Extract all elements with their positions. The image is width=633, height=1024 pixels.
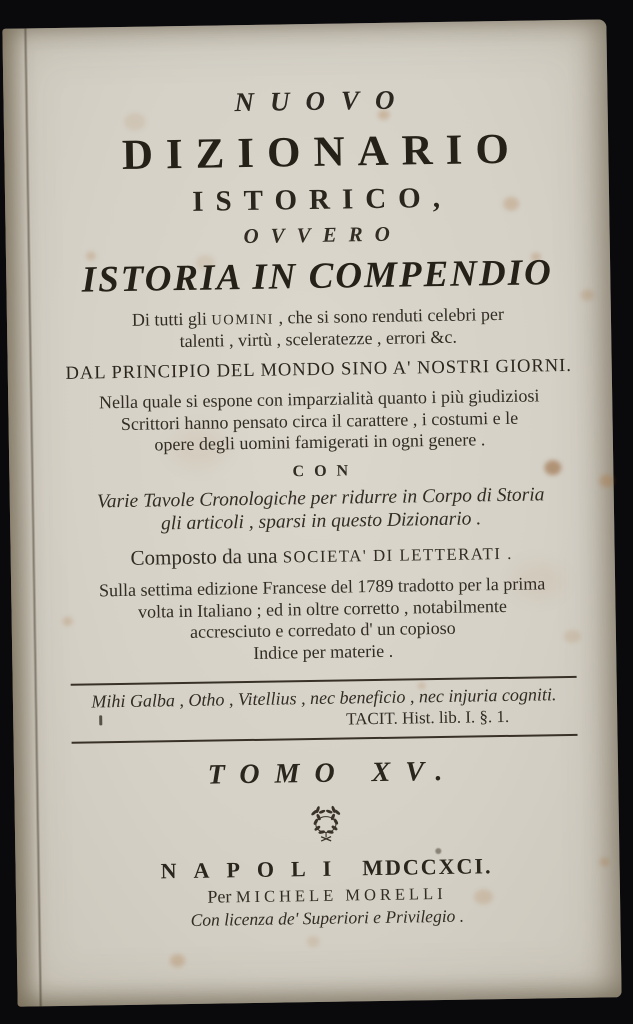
title-line-nuovo: NUOVO [234,84,411,118]
title-page-text-column [36,20,604,933]
epigraph-attribution: TACIT. Hist. lib. I. §. 1. [345,706,510,729]
con-heading: CON [292,461,359,480]
subtitle-smallcaps-uomini: UOMINI [211,311,275,329]
foxing-stain [599,474,613,487]
subtitle-scope-lines [41,303,596,356]
epigraph-quote: Mihi Galba , Otho , Vitellius , nec beneficio , nec injuria cogniti. [91,683,557,712]
imprint-year: MDCCXCI. [362,852,493,880]
foxing-stain [170,954,185,967]
subtitle-text: , che si sono renduti celebri per [273,303,505,328]
laurel-wreath-ornament-icon [49,799,604,848]
epigraph-block [71,675,578,743]
composto-line [45,539,599,573]
title-line-ovvero: OVVERO [243,221,402,249]
volume-number: TOMO XV. [207,755,458,791]
subtitle-dal-principio: DAL PRINCIPIO DEL MONDO SINO A' NOSTRI GIORNI. [65,355,573,384]
title-line-istoria-in-compendio: ISTORIA IN COMPENDIO [81,252,554,301]
subtitle-text-line2: talenti , virtù , sceleratezze , errori &c. [179,326,458,352]
composto-text: Composto da una [130,543,283,571]
edition-note-paragraph: Sulla settima edizione Francese del 1789 tradotto per la prima volta in Italiano ; ed in oltre corretto , notabilmente accresciuto e corredato d' un copioso Indice per materie . [98,573,546,663]
imprint-license-line: Con licenza de' Superiori e Privilegio . [190,905,465,930]
tavole-paragraph: Varie Tavole Cronologiche per ridurre in Corpo di Storia gli articoli , sparsi in questo Dizionario . [96,484,545,535]
description-paragraph: Nella quale si espone con imparzialità quanto i più giudiziosi Scrittori hanno pensato circa il carattere , i costumi e le opere degli uomini famigerati in ogni genere . [98,385,540,455]
publisher-name: MICHELE MORELLI [235,883,447,906]
foxing-stain [307,936,320,947]
title-line-dizionario: DIZIONARIO [121,125,523,179]
book-title-page [2,19,621,1006]
subtitle-text: Di tutti gli [131,308,212,330]
composto-smallcaps: SOCIETA' DI LETTERATI . [282,544,513,567]
imprint-city: NAPOLI [160,855,349,884]
publisher-prefix: Per [207,885,237,907]
title-line-istorico: ISTORICO, [191,181,453,218]
